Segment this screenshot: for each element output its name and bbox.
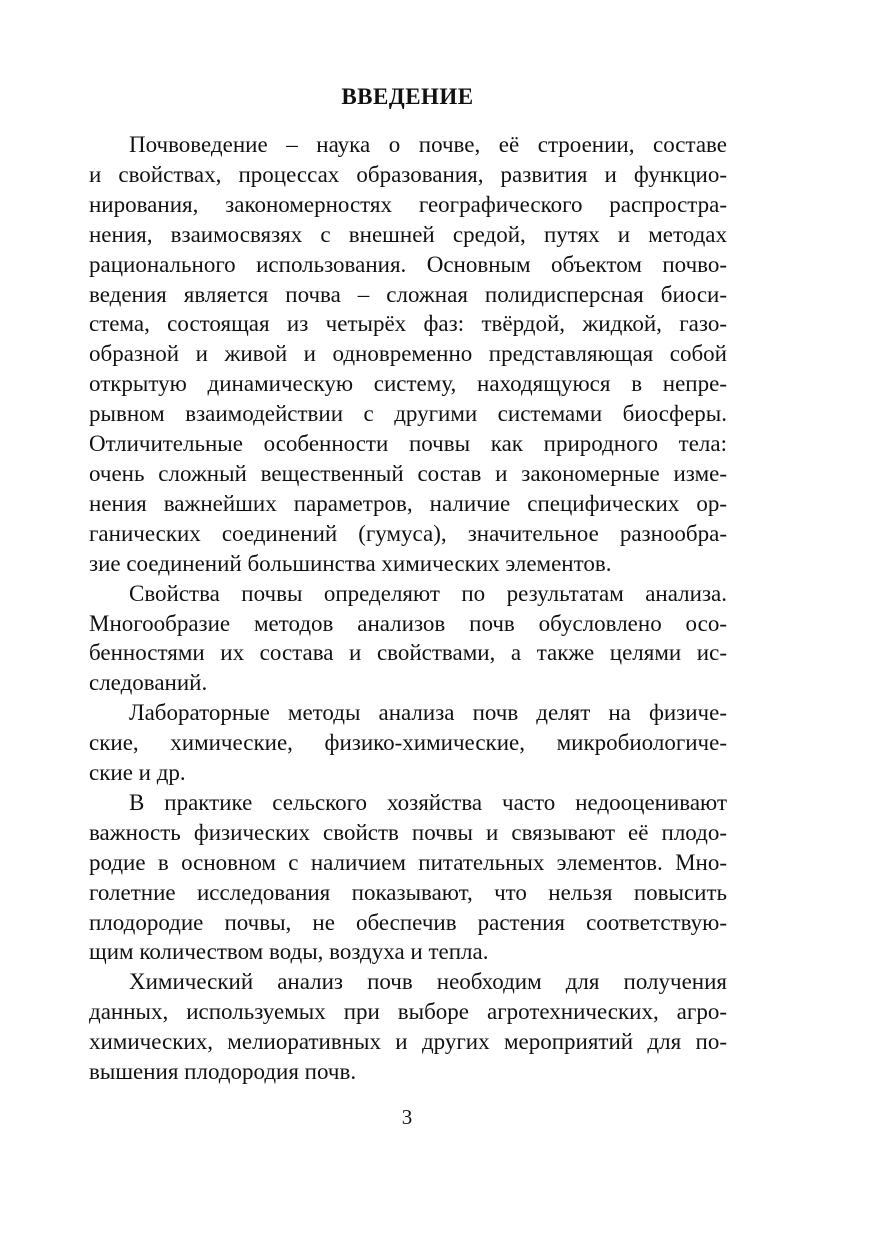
text-line: важность физических свойств почвы и связывают её плодо- [89, 819, 727, 845]
text-line: рационального использования. Основным объектом почво- [89, 251, 727, 277]
text-line: очень сложный вещественный состав и закономерные изме- [89, 460, 727, 486]
text-line: голетние исследования показывают, что нельзя повысить [89, 879, 727, 905]
text-line: рывном взаимодействии с другими системами биосферы. [89, 401, 727, 427]
paragraph-4 [89, 788, 727, 967]
paragraph-5 [89, 967, 727, 1087]
text-line: стема, состоящая из четырёх фаз: твёрдой, жидкой, газо- [89, 311, 727, 337]
paragraph-1 [89, 130, 727, 579]
text-line: ские, химические, физико-химические, микробиологиче- [89, 730, 727, 756]
text-line: открытую динамическую систему, находящуюся в непре- [89, 371, 727, 397]
text-line: нения важнейших параметров, наличие специфических ор- [89, 490, 727, 516]
text-line: образной и живой и одновременно представляющая собой [89, 341, 727, 367]
text-line: химических, мелиоративных и других мероприятий для по- [89, 1029, 727, 1055]
page-title: ВВЕДЕНИЕ [341, 84, 474, 109]
text-line: данных, используемых при выборе агротехнических, агро- [89, 999, 727, 1025]
text-line: Отличительные особенности почвы как природного тела: [89, 431, 727, 457]
text-line: В практике сельского хозяйства часто недооценивают [129, 789, 727, 815]
text-line: родие в основном с наличием питательных элементов. Мно- [89, 849, 727, 875]
text-line: плодородие почвы, не обеспечив растения соответствую- [89, 909, 727, 935]
text-line: следований. [89, 670, 208, 696]
text-line: нения, взаимосвязях с внешней средой, путях и методах [89, 221, 727, 247]
text-line: бенностями их состава и свойствами, а также целями ис- [89, 640, 727, 666]
text-line: Лабораторные методы анализа почв делят на физиче- [129, 700, 727, 726]
text-line: нирования, закономерностях географического распростра- [89, 191, 727, 217]
text-line: зие соединений большинства химических элементов. [89, 550, 612, 576]
page-number: 3 [401, 1105, 413, 1129]
text-line: вышения плодородия почв. [89, 1059, 357, 1085]
text-line: Химический анализ почв необходим для получения [129, 969, 727, 995]
text-line: Многообразие методов анализов почв обусловлено осо- [89, 610, 727, 636]
text-line: щим количеством воды, воздуха и тепла. [89, 939, 489, 965]
text-line: ганических соединений (гумуса), значительное разнообра- [89, 520, 727, 546]
paragraph-2 [89, 579, 727, 699]
text-line: и свойствах, процессах образования, развития и функцио- [89, 161, 727, 187]
text-line: ские и др. [89, 760, 186, 786]
text-line: Свойства почвы определяют по результатам анализа. [129, 580, 727, 606]
paragraph-3 [89, 698, 727, 788]
text-line: ведения является почва – сложная полидисперсная биоси- [89, 281, 727, 307]
body-text [89, 130, 727, 1087]
text-line: Почвоведение – наука о почве, её строении, составе [129, 132, 727, 157]
